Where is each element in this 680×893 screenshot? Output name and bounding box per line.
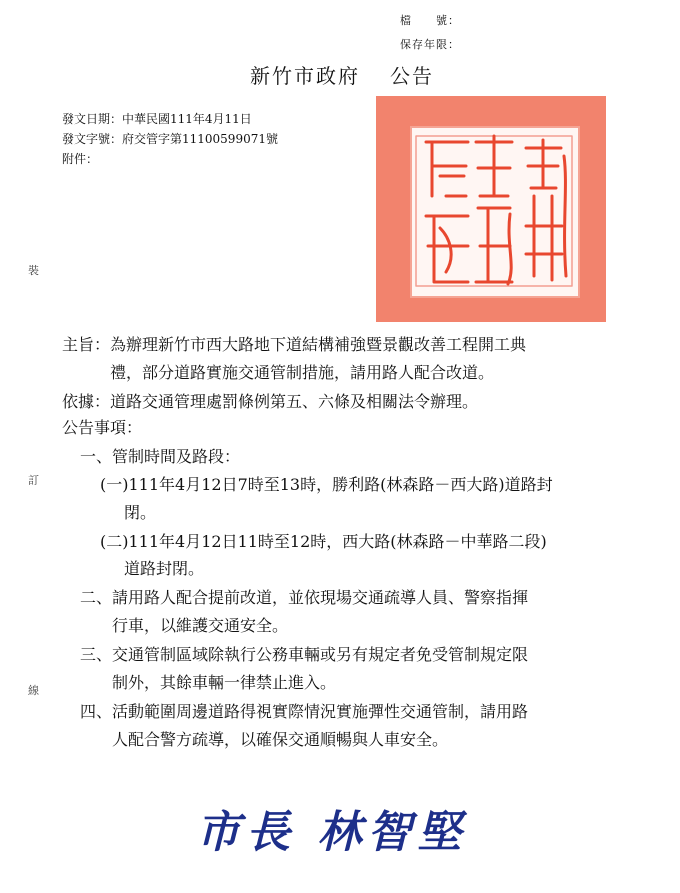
page-title	[250, 60, 434, 89]
item-1-heading: 一、管制時間及路段：	[80, 447, 241, 466]
reference-number: 發文字號：府交管字第11100599071號	[62, 132, 278, 146]
document-type: 公告	[390, 64, 434, 88]
seal-glyphs-icon	[376, 96, 606, 322]
item-3-line-1: 三、交通管制區域除執行公務車輛或另有規定者免受管制規定限	[80, 645, 529, 664]
subject-line-1: 主旨：為辦理新竹市西大路地下道結構補強暨景觀改善工程開工典	[62, 335, 527, 354]
item-2-line-1: 二、請用路人配合提前改道，並依現場交通疏導人員、警察指揮	[80, 588, 529, 607]
retention-period-label: 保存年限：	[400, 38, 460, 51]
subject-line-2: 禮，部分道路實施交通管制措施，請用路人配合改道。	[110, 363, 495, 382]
item-2-line-2: 行車，以維護交通安全。	[112, 616, 289, 635]
mayor-signature: 市長 林智堅	[196, 807, 468, 858]
items-heading: 公告事項：	[62, 418, 143, 437]
issue-date: 發文日期：中華民國111年4月11日	[62, 112, 252, 126]
binding-mark-line: 線	[28, 684, 39, 697]
attachment-label: 附件：	[62, 152, 99, 166]
basis-line: 依據：道路交通管理處罰條例第五、六條及相關法令辦理。	[62, 392, 479, 411]
binding-mark-bind: 裝	[28, 264, 39, 277]
item-4-line-1: 四、活動範圍周邊道路得視實際情況實施彈性交通管制，請用路	[80, 702, 529, 721]
agency-name: 新竹市政府	[250, 64, 360, 88]
official-seal	[376, 96, 606, 322]
item-3-line-2: 制外，其餘車輛一律禁止進入。	[112, 673, 337, 692]
item-1-sub-2-line-2: 道路封閉。	[124, 559, 205, 578]
file-number-label: 檔 號：	[400, 14, 460, 27]
item-1-sub-1-line-1: (一)111年4月12日7時至13時，勝利路(林森路－西大路)道路封	[100, 475, 553, 494]
binding-mark-staple: 訂	[28, 474, 39, 487]
item-1-sub-1-line-2: 閉。	[124, 503, 157, 522]
item-4-line-2: 人配合警方疏導，以確保交通順暢與人車安全。	[112, 730, 449, 749]
item-1-sub-2-line-1: (二)111年4月12日11時至12時，西大路(林森路－中華路二段)	[100, 532, 547, 551]
